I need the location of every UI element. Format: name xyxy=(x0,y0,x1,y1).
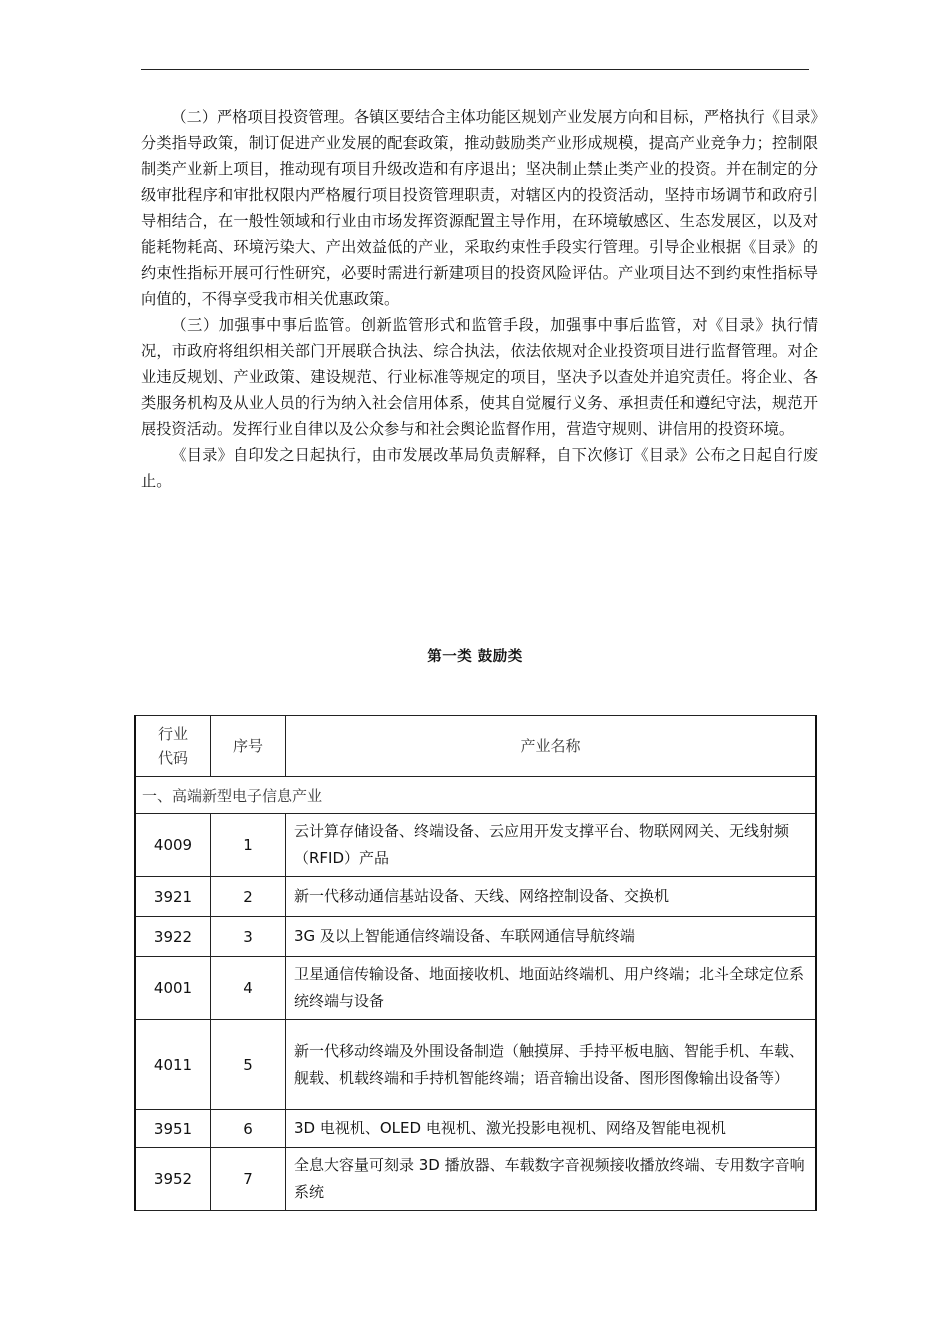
row-seq: 3 xyxy=(211,917,286,957)
paragraph-post-supervision: （三）加强事中事后监管。创新监管形式和监管手段，加强事中事后监管，对《目录》执行情况，市政府将组织相关部门开展联合执法、综合执法，依法依规对企业投资项目进行监督管理。对企业违反规划、产业政策、建设规范、行业标准等规定的项目，坚决予以查处并追究责任。将企业、各类服务机构及从业人员的行为纳入社会信用体系，使其自觉履行义务、承担责任和遵纪守法，规范开展投资活动。发挥行业自律以及公众参与和社会舆论监督作用，营造守规则、讲信用的投资环境。 xyxy=(141,316,818,438)
industry-catalog-table xyxy=(134,715,817,1211)
header-industry-code xyxy=(135,716,211,777)
row-name: 3D 电视机、OLED 电视机、激光投影电视机、网络及智能电视机 xyxy=(286,1110,817,1148)
row-seq: 1 xyxy=(211,814,286,877)
table-row xyxy=(135,957,816,1020)
paragraph-project-investment-management: （二）严格项目投资管理。各镇区要结合主体功能区规划产业发展方向和目标，严格执行《目录》分类指导政策，制订促进产业发展的配套政策，推动鼓励类产业形成规模，提高产业竞争力；控制限制类产业新上项目，推动现有项目升级改造和有序退出；坚决制止禁止类产业的投资。并在制定的分级审批程序和审批权限内严格履行项目投资管理职责，对辖区内的投资活动，坚持市场调节和政府引导相结合，在一般性领域和行业由市场发挥资源配置主导作用，在环境敏感区、生态发展区，以及对能耗物耗高、环境污染大、产出效益低的产业，采取约束性手段实行管理。引导企业根据《目录》的约束性指标开展可行性研究，必要时需进行新建项目的投资风险评估。产业项目达不到约束性指标导向值的，不得享受我市相关优惠政策。 xyxy=(141,108,818,308)
table-row xyxy=(135,1110,816,1148)
table-row xyxy=(135,917,816,957)
row-seq: 4 xyxy=(211,957,286,1020)
header-industry-name: 产业名称 xyxy=(286,716,817,777)
table-row xyxy=(135,1020,816,1110)
row-name: 3G 及以上智能通信终端设备、车联网通信导航终端 xyxy=(286,917,817,957)
row-code: 3921 xyxy=(135,877,211,917)
row-code: 4001 xyxy=(135,957,211,1020)
table-row xyxy=(135,1148,816,1211)
row-name: 新一代移动通信基站设备、天线、网络控制设备、交换机 xyxy=(286,877,817,917)
header-seq: 序号 xyxy=(211,716,286,777)
header-code-line2: 代码 xyxy=(157,749,188,767)
row-name: 全息大容量可刻录 3D 播放器、车载数字音视频接收播放终端、专用数字音响系统 xyxy=(286,1148,817,1211)
row-name: 卫星通信传输设备、地面接收机、地面站终端机、用户终端；北斗全球定位系统终端与设备 xyxy=(286,957,817,1020)
row-code: 3922 xyxy=(135,917,211,957)
body-text xyxy=(141,104,818,494)
section-title: 第一类 鼓励类 xyxy=(427,649,523,665)
row-seq: 6 xyxy=(211,1110,286,1148)
row-seq: 2 xyxy=(211,877,286,917)
row-name: 新一代移动终端及外围设备制造（触摸屏、手持平板电脑、智能手机、车载、舰载、机载终端和手持机智能终端；语音输出设备、图形图像输出设备等） xyxy=(286,1020,817,1110)
header-rule xyxy=(141,69,809,70)
category-row xyxy=(135,777,816,814)
paragraph-effective-date: 《目录》自印发之日起执行，由市发展改革局负责解释，自下次修订《目录》公布之日起自行废止。 xyxy=(141,446,818,490)
row-name: 云计算存储设备、终端设备、云应用开发支撑平台、物联网网关、无线射频（RFID）产品 xyxy=(286,814,817,877)
row-seq: 5 xyxy=(211,1020,286,1110)
table-header-row xyxy=(135,716,816,777)
row-code: 4011 xyxy=(135,1020,211,1110)
row-code: 3951 xyxy=(135,1110,211,1148)
table-row xyxy=(135,877,816,917)
row-code: 3952 xyxy=(135,1148,211,1211)
row-seq: 7 xyxy=(211,1148,286,1211)
category-label: 一、高端新型电子信息产业 xyxy=(135,777,816,814)
header-code-line1: 行业 xyxy=(157,725,188,743)
row-code: 4009 xyxy=(135,814,211,877)
table-row xyxy=(135,814,816,877)
